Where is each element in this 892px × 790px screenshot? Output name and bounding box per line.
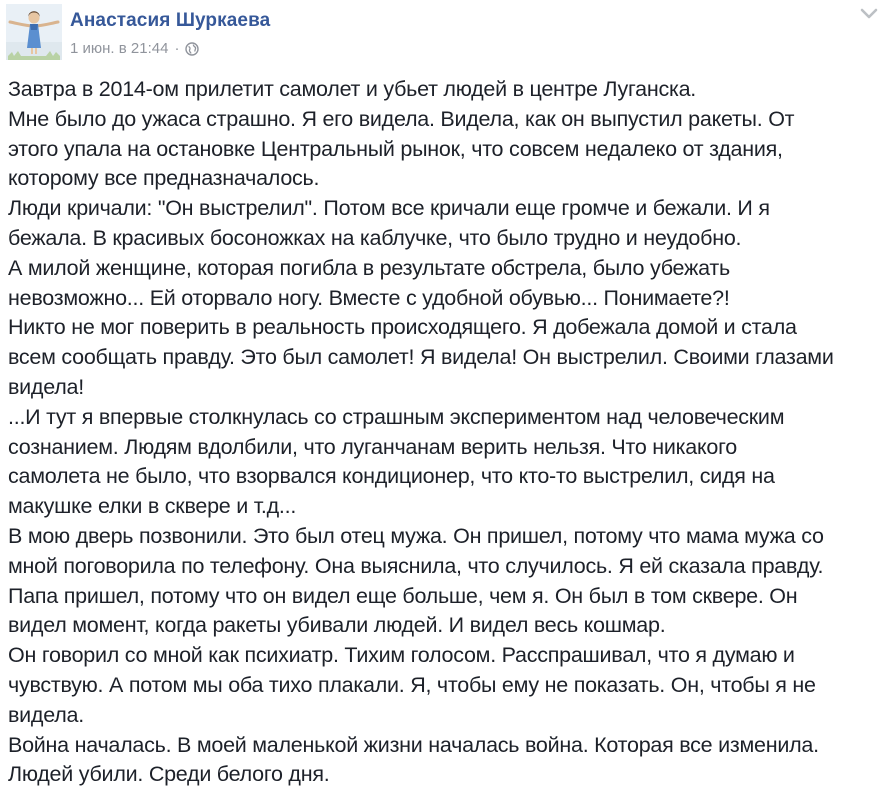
post-text-line: Он говорил со мной как психиатр. Тихим голосом. Расспрашивал, что я думаю и: [8, 643, 795, 668]
globe-icon[interactable]: [185, 42, 199, 56]
post-meta: [70, 40, 199, 57]
post-header: [6, 4, 886, 64]
post-text-line: сознанием. Людям вдолбили, что луганчанам верить нельзя. Что никакого: [8, 434, 737, 459]
post-text-line: В мою дверь позвонили. Это был отец мужа. Он пришел, потому что мама мужа со: [8, 523, 824, 548]
post-text-line: Люди кричали: "Он выстрелил". Потом все кричали еще громче и бежали. И я: [8, 196, 770, 221]
post-text-line: макушке елки в сквере и т.д...: [8, 494, 297, 519]
post-text-line: видела!: [8, 374, 84, 399]
post-text-line: которому все предназначалось.: [8, 166, 320, 191]
post-text-line: видела.: [8, 702, 84, 727]
post-text-line: Завтра в 2014-ом прилетит самолет и убьет людей в центре Луганска.: [8, 77, 697, 101]
chevron-down-icon[interactable]: [858, 6, 880, 22]
post-text-line: этого упала на остановке Центральный рынок, что совсем недалеко от здания,: [8, 136, 783, 161]
post-text-line: самолета не было, что взорвался кондиционер, что кто-то выстрелил, сидя на: [8, 464, 775, 489]
post-text-line: А милой женщине, которая погибла в результате обстрела, было убежать: [8, 255, 730, 280]
post-text-line: Война началась. В моей маленькой жизни началась война. Которая все изменила.: [8, 732, 819, 757]
post-text-line: ...И тут я впервые столкнулась со страшным экспериментом над человеческим: [8, 404, 785, 429]
post-body: [8, 75, 888, 790]
post-text-line: чувствую. А потом мы оба тихо плакали. Я, чтобы ему не показать. Он, чтобы я не: [8, 672, 816, 697]
post-text-line: бежала. В красивых босоножках на каблучке, что было трудно и неудобно.: [8, 225, 742, 250]
avatar-illustration: [6, 4, 62, 60]
author-name-link[interactable]: Анастасия Шуркаева: [70, 10, 271, 31]
meta-separator: ·: [174, 40, 180, 57]
post-text-line: Папа пришел, потому что он видел еще больше, чем я. Он был в том сквере. Он: [8, 583, 798, 608]
post-text-line: мной поговорила по телефону. Она выяснила, что случилось. Я ей сказала правду.: [8, 553, 824, 578]
post-text-line: Мне было до ужаса страшно. Я его видела. Видела, как он выпустил ракеты. От: [8, 106, 795, 131]
post-text-line: видел момент, когда ракеты убивали людей. И видел весь кошмар.: [8, 613, 666, 638]
post-text-line: Людей убили. Среди белого дня.: [8, 762, 330, 787]
post-timestamp[interactable]: 1 июн. в 21:44: [70, 40, 169, 57]
author-avatar[interactable]: [6, 4, 62, 60]
post-text-line: Никто не мог поверить в реальность происходящего. Я добежала домой и стала: [8, 315, 797, 340]
post-text-line: невозможно... Ей оторвало ногу. Вместе с удобной обувью... Понимаете?!: [8, 285, 730, 310]
post-text-line: всем сообщать правду. Это был самолет! Я видела! Он выстрелил. Своими глазами: [8, 345, 834, 370]
